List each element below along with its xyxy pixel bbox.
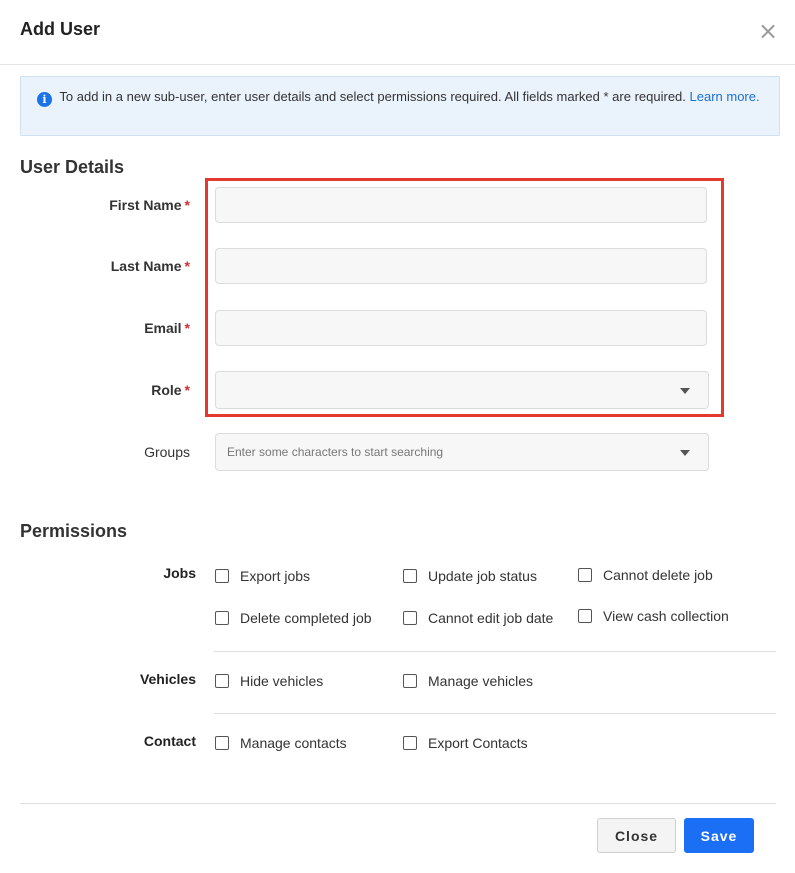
last-name-input[interactable]: [215, 248, 707, 284]
divider: [214, 713, 776, 714]
user-details-heading: User Details: [20, 157, 125, 177]
jobs-label: Jobs: [163, 565, 196, 581]
role-label-text: Role: [151, 382, 182, 398]
cannot-edit-job-date-checkbox[interactable]: [403, 610, 553, 626]
required-marker: *: [184, 320, 190, 336]
checkbox-box[interactable]: [215, 611, 229, 625]
role-label: [20, 382, 190, 398]
groups-label: Groups: [144, 444, 190, 460]
manage-vehicles-checkbox[interactable]: [403, 673, 533, 689]
checkbox-box[interactable]: [403, 611, 417, 625]
first-name-input[interactable]: [215, 187, 707, 223]
checkbox-label: Delete completed job: [240, 610, 372, 626]
save-button[interactable]: Save: [684, 818, 754, 853]
footer-divider: [20, 803, 776, 804]
chevron-down-icon: [680, 450, 690, 456]
last-name-label: [20, 258, 190, 274]
info-text: To add in a new sub-user, enter user details and select permissions required. All fields marked * are required.: [59, 89, 686, 104]
checkbox-label: Export Contacts: [428, 735, 528, 751]
checkbox-label: Manage contacts: [240, 735, 347, 751]
email-label-text: Email: [144, 320, 182, 336]
hide-vehicles-checkbox[interactable]: [215, 673, 323, 689]
manage-contacts-checkbox[interactable]: [215, 735, 347, 751]
info-banner: [20, 76, 780, 136]
required-marker: *: [184, 258, 190, 274]
required-marker: *: [184, 382, 190, 398]
update-job-status-checkbox[interactable]: [403, 568, 537, 584]
info-icon: i: [37, 92, 52, 107]
last-name-label-text: Last Name: [110, 258, 182, 274]
chevron-down-icon: [680, 388, 690, 394]
modal-title: Add User: [20, 19, 101, 39]
required-marker: *: [184, 197, 190, 213]
checkbox-box[interactable]: [578, 568, 592, 582]
checkbox-label: Cannot delete job: [603, 567, 713, 583]
checkbox-box[interactable]: [403, 569, 417, 583]
email-input[interactable]: [215, 310, 707, 346]
checkbox-label: Export jobs: [240, 568, 311, 584]
learn-more-link[interactable]: Learn more.: [689, 89, 760, 104]
checkbox-label: Cannot edit job date: [428, 610, 554, 626]
close-icon[interactable]: ×: [758, 17, 779, 45]
contact-label: Contact: [143, 733, 196, 749]
checkbox-box[interactable]: [578, 609, 592, 623]
checkbox-box[interactable]: [403, 674, 417, 688]
role-select[interactable]: [215, 371, 709, 409]
export-jobs-checkbox[interactable]: [215, 568, 310, 584]
close-button[interactable]: Close: [597, 818, 676, 853]
view-cash-collection-checkbox[interactable]: [578, 608, 729, 624]
export-contacts-checkbox[interactable]: [403, 735, 528, 751]
checkbox-label: View cash collection: [603, 608, 729, 624]
checkbox-box[interactable]: [403, 736, 417, 750]
checkbox-box[interactable]: [215, 736, 229, 750]
checkbox-box[interactable]: [215, 569, 229, 583]
checkbox-label: Manage vehicles: [428, 673, 534, 689]
groups-placeholder: Enter some characters to start searching: [227, 445, 444, 459]
email-label: [20, 320, 190, 336]
divider: [214, 651, 776, 652]
modal-header: [0, 0, 795, 65]
vehicles-label: Vehicles: [139, 671, 196, 687]
checkbox-label: Update job status: [428, 568, 537, 584]
checkbox-box[interactable]: [215, 674, 229, 688]
cannot-delete-job-checkbox[interactable]: [578, 567, 713, 583]
first-name-label: [20, 197, 190, 213]
checkbox-label: Hide vehicles: [240, 673, 324, 689]
delete-completed-job-checkbox[interactable]: [215, 610, 372, 626]
first-name-label-text: First Name: [109, 197, 182, 213]
groups-select[interactable]: [215, 433, 709, 471]
permissions-heading: Permissions: [20, 521, 128, 541]
